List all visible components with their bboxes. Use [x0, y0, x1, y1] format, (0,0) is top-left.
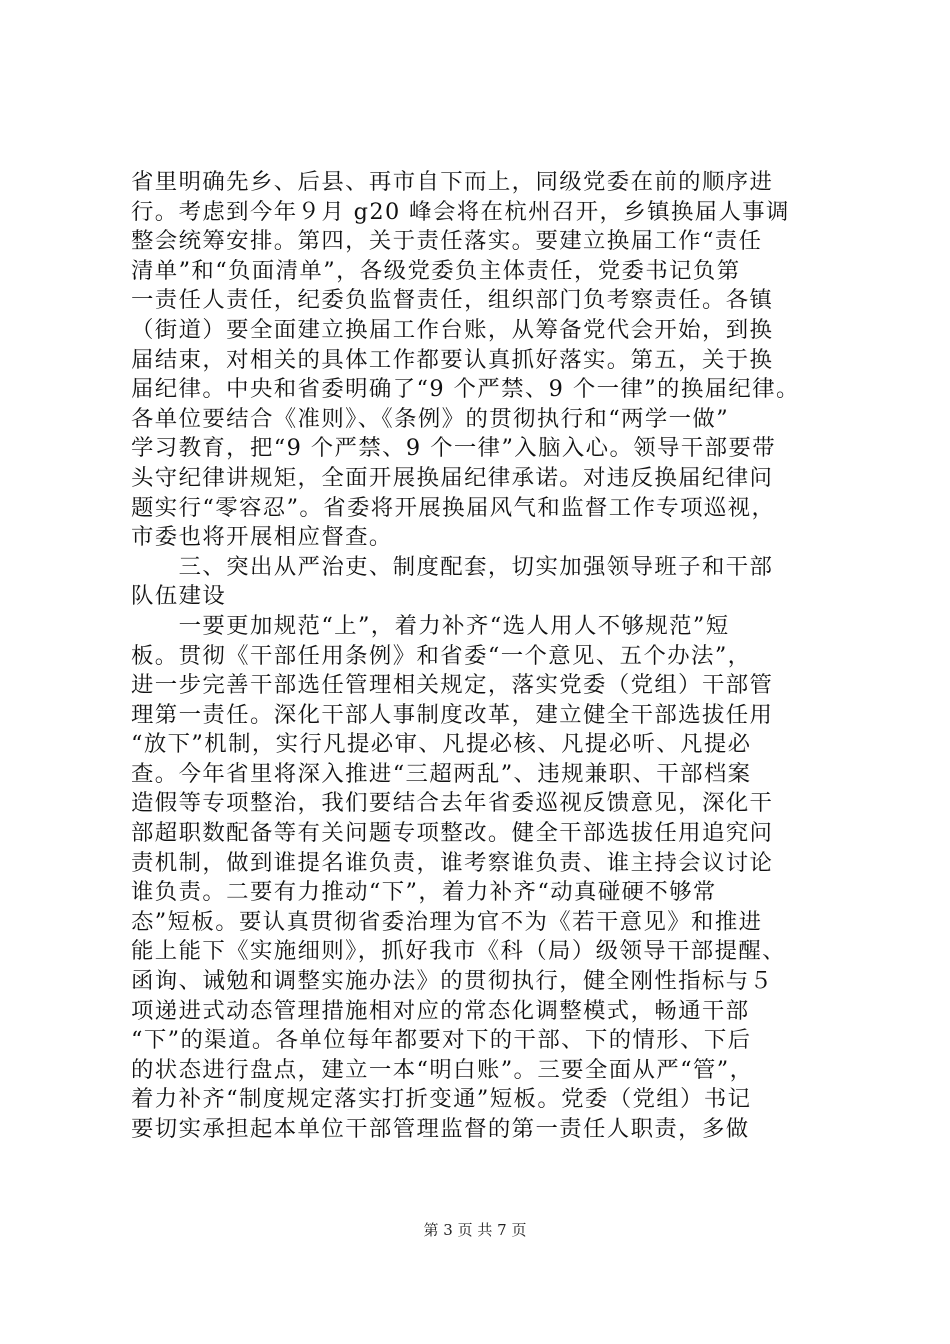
text-line: 着力补齐“制度规定落实打折变通”短板。党委（党组）书记 — [131, 1086, 752, 1113]
text-line: 题实行“零容忍”。省委将开展换届风气和监督工作专项巡视， — [131, 494, 776, 521]
text-line: 各单位要结合《准则》、《条例》的贯彻执行和“两学一做” — [131, 405, 730, 432]
text-line: 头守纪律讲规矩，全面开展换届纪律承诺。对违反换届纪律问 — [131, 464, 774, 491]
text-line: 造假等专项整治，我们要结合去年省委巡视反馈意见，深化干 — [131, 790, 774, 817]
text-line: 进一步完善干部选任管理相关规定，落实党委（党组）干部管 — [131, 672, 774, 699]
text-line: 学习教育，把“9 个严禁、9 个一律”入脑入心。领导干部要带 — [131, 435, 776, 462]
text-line: 态”短板。要认真贯彻省委治理为官不为《若干意见》和推进 — [131, 908, 763, 935]
text-line: 理第一责任。深化干部人事制度改革，建立健全干部选拔任用 — [131, 701, 774, 728]
text-line: 清单”和“负面清单”，各级党委负主体责任，党委书记负第 — [131, 257, 741, 284]
section-heading-line: 三、突出从严治吏、制度配套，切实加强领导班子和干部 — [131, 553, 774, 580]
text-line: 整会统筹安排。第四，关于责任落实。要建立换届工作“责任 — [131, 228, 763, 255]
text-line: 的状态进行盘点，建立一本“明白账”。三要全面从严“管”， — [131, 1056, 754, 1083]
text-line: （街道）要全面建立换届工作台账，从筹备党代会开始，到换 — [131, 316, 774, 343]
text-line: “放下”机制，实行凡提必审、凡提必核、凡提必听、凡提必 — [131, 731, 752, 758]
text-line: 责机制，做到谁提名谁负责，谁考察谁负责、谁主持会议讨论 — [131, 849, 774, 876]
text-line: 一责任人责任，纪委负监督责任，组织部门负考察责任。各镇 — [131, 287, 774, 314]
text-line: 届纪律。中央和省委明确了“9 个严禁、9 个一律”的换届纪律。 — [131, 376, 800, 403]
text-line: 查。今年省里将深入推进“三超两乱”、违规兼职、干部档案 — [131, 760, 752, 787]
text-line: 能上能下《实施细则》，抓好我市《科（局）级领导干部提醒、 — [131, 938, 786, 965]
text-line: 一要更加规范“上”，着力补齐“选人用人不够规范”短 — [131, 612, 730, 639]
text-line: 板。贯彻《干部任用条例》和省委“一个意见、五个办法”， — [131, 642, 752, 669]
text-line: “下”的渠道。各单位每年都要对下的干部、下的情形、下后 — [131, 1027, 752, 1054]
text-line: 行。考虑到今年９月 g20 峰会将在杭州召开，乡镇换届人事调 — [131, 198, 790, 225]
text-line: 函询、诫勉和调整实施办法》的贯彻执行，健全刚性指标与５ — [131, 968, 774, 995]
text-line: 市委也将开展相应督查。 — [131, 524, 393, 551]
section-heading-line: 队伍建设 — [131, 583, 227, 610]
document-body — [131, 168, 836, 1145]
text-line: 项递进式动态管理措施相对应的常态化调整模式，畅通干部 — [131, 997, 750, 1024]
text-line: 谁负责。二要有力推动“下”，着力补齐“动真碰硬不够常 — [131, 879, 717, 906]
page-number-footer: 第 3 页 共 7 页 — [423, 1221, 527, 1239]
text-line: 省里明确先乡、后县、再市自下而上，同级党委在前的顺序进 — [131, 169, 774, 195]
text-line: 要切实承担起本单位干部管理监督的第一责任人职责，多做 — [131, 1116, 750, 1142]
text-line: 届结束，对相关的具体工作都要认真抓好落实。第五，关于换 — [131, 346, 774, 373]
text-line: 部超职数配备等有关问题专项整改。健全干部选拔任用追究问 — [131, 820, 774, 847]
